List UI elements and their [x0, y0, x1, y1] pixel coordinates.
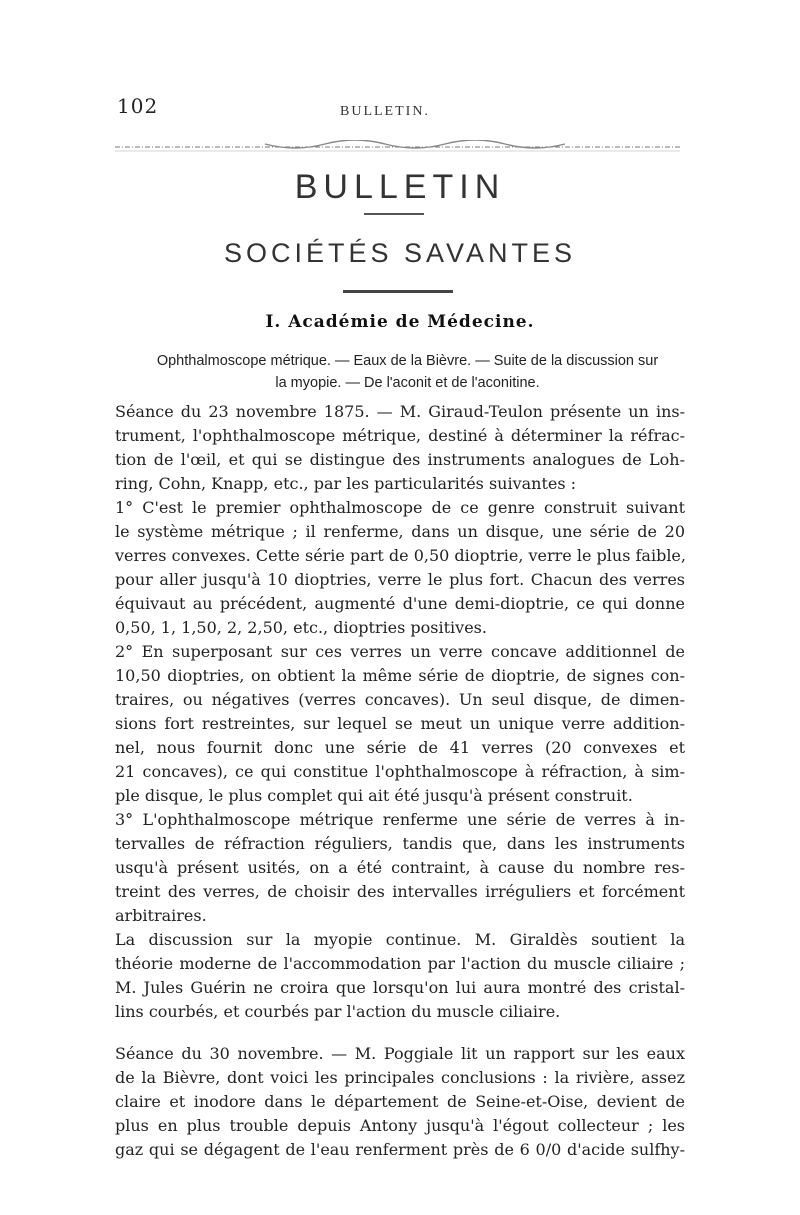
- body-line: théorie moderne de l'accommodation par l'action du muscle ciliaire ;: [115, 954, 685, 973]
- body-line: tion de l'œil, et qui se distingue des instruments analogues de Loh-: [115, 450, 685, 469]
- section-divider: [343, 290, 453, 293]
- running-head: BULLETIN.: [340, 104, 430, 119]
- body-line: 10,50 dioptries, on obtient la même série de dioptrie, de signes con-: [115, 666, 685, 685]
- body-line: 1° C'est le premier ophthalmoscope de ce genre construit suivant: [115, 498, 685, 517]
- body-line: Séance du 30 novembre. — M. Poggiale lit un rapport sur les eaux: [115, 1044, 685, 1063]
- body-line: 3° L'ophthalmoscope métrique renferme une série de verres à in-: [115, 810, 685, 829]
- body-line: La discussion sur la myopie continue. M. Giraldès soutient la: [115, 930, 685, 949]
- body-line: trument, l'ophthalmoscope métrique, destiné à déterminer la réfrac-: [115, 426, 685, 445]
- summary: [130, 350, 685, 394]
- body-line: usqu'à présent usités, on a été contraint, à cause du nombre res-: [115, 858, 685, 877]
- body-line: treint des verres, de choisir des intervalles irréguliers et forcément: [115, 882, 685, 901]
- body-line: 21 concaves), ce qui constitue l'ophthalmoscope à réfraction, à sim-: [115, 762, 685, 781]
- body-line: nel, nous fournit donc une série de 41 verres (20 convexes et: [115, 738, 685, 757]
- bulletin-title: BULLETIN: [294, 168, 506, 206]
- body-line: pour aller jusqu'à 10 dioptries, verre le plus fort. Chacun des verres: [115, 570, 685, 589]
- section-title: SOCIÉTÉS SAVANTES: [223, 238, 577, 268]
- article-body: [115, 400, 685, 1162]
- body-line: ring, Cohn, Knapp, etc., par les particularités suivantes :: [115, 474, 577, 493]
- body-line: ple disque, le plus complet qui ait été jusqu'à présent construit.: [115, 786, 633, 805]
- body-line: de la Bièvre, dont voici les principales conclusions : la rivière, assez: [115, 1068, 685, 1087]
- body-line: 2° En superposant sur ces verres un verre concave additionnel de: [115, 642, 685, 661]
- academy-heading: I. Académie de Médecine.: [265, 312, 535, 332]
- body-line: 0,50, 1, 1,50, 2, 2,50, etc., dioptries positives.: [115, 618, 487, 637]
- summary-line-2: la myopie. — De l'aconit et de l'aconitine.: [275, 375, 540, 391]
- body-line: traires, ou négatives (verres concaves). Un seul disque, de dimen-: [115, 690, 685, 709]
- body-line: équivaut au précédent, augmenté d'une demi-dioptrie, ce qui donne: [115, 594, 685, 613]
- body-line: gaz qui se dégagent de l'eau renferment près de 6 0/0 d'acide sulfhy-: [115, 1140, 685, 1159]
- summary-line-1: Ophthalmoscope métrique. — Eaux de la Bièvre. — Suite de la discussion sur: [156, 353, 659, 369]
- body-line: Séance du 23 novembre 1875. — M. Giraud-Teulon présente un ins-: [115, 402, 685, 421]
- body-line: M. Jules Guérin ne croira que lorsqu'on lui aura montré des cristal-: [115, 978, 685, 997]
- decorative-ornament-rule: [115, 140, 680, 154]
- body-line: lins courbés, et courbés par l'action du muscle ciliaire.: [115, 1002, 561, 1021]
- body-line: plus en plus trouble depuis Antony jusqu'à l'égout collecteur ; les: [115, 1116, 685, 1135]
- body-line: sions fort restreintes, sur lequel se meut un unique verre addition-: [115, 714, 685, 733]
- body-line: verres convexes. Cette série part de 0,50 dioptrie, verre le plus faible,: [115, 546, 686, 565]
- title-underline: [364, 213, 424, 215]
- body-line: le système métrique ; il renferme, dans un disque, une série de 20: [115, 522, 685, 541]
- page-number: 102: [117, 94, 159, 118]
- body-line: claire et inodore dans le département de Seine-et-Oise, devient de: [115, 1092, 685, 1111]
- body-line: tervalles de réfraction réguliers, tandis que, dans les instruments: [115, 834, 685, 853]
- body-line: arbitraires.: [115, 906, 207, 925]
